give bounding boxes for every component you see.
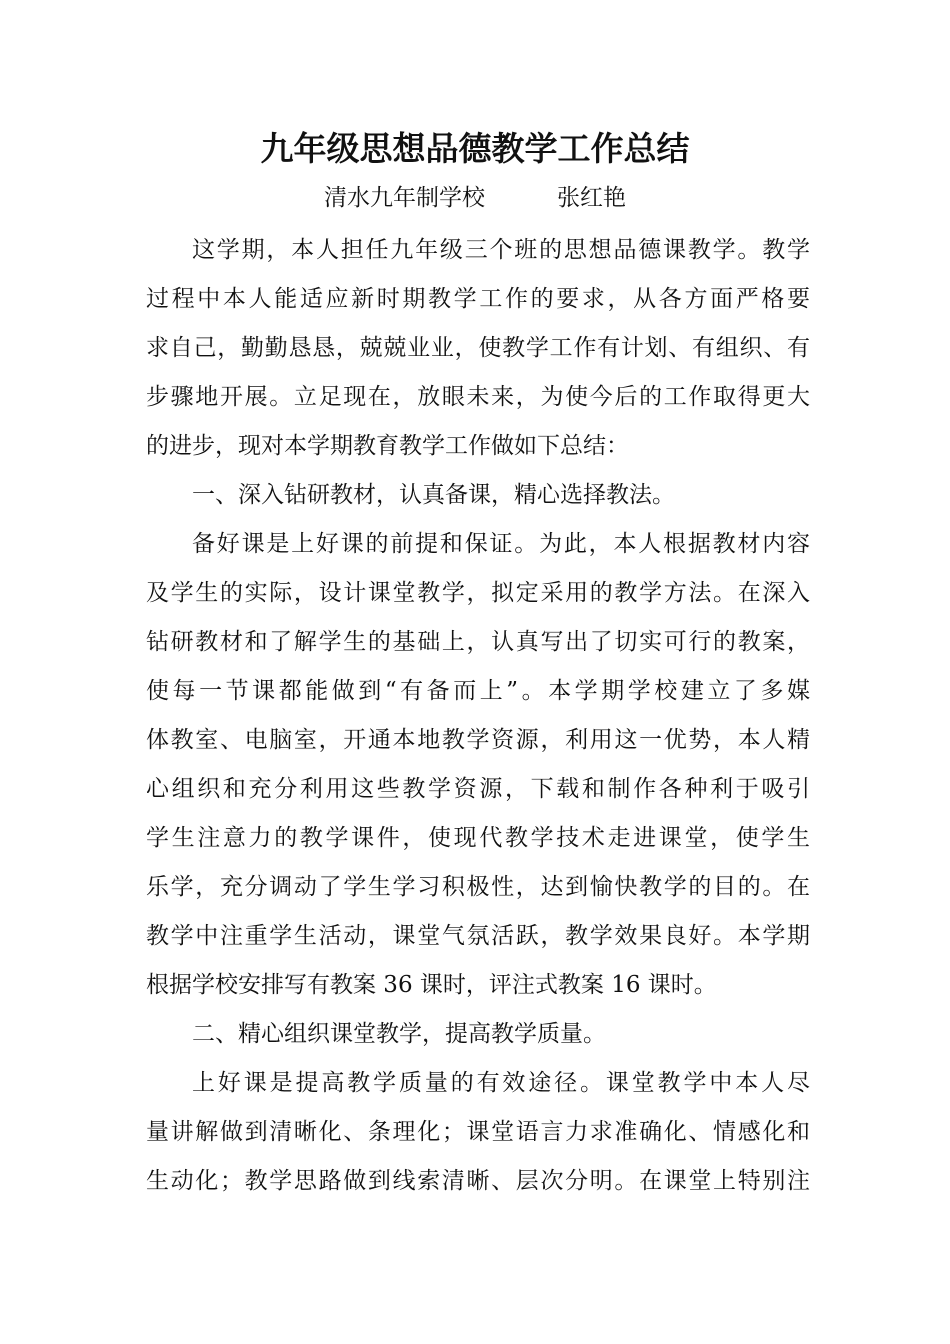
- school-name: 清水九年制学校: [324, 185, 485, 211]
- text-line: 上好课是提高教学质量的有效途径。课堂教学中本人尽: [192, 1070, 810, 1096]
- text-line: 使每一节课都能做到“有备而上”。本学期学校建立了多媒: [146, 678, 810, 704]
- text-line: 的进步，现对本学期教育教学工作做如下总结：: [146, 433, 629, 459]
- text-line: 教学中注重学生活动，课堂气氛活跃，教学效果良好。本学期: [146, 923, 810, 949]
- text-line: 根据学校安排写有教案 36 课时，评注式教案 16 课时。: [146, 972, 717, 998]
- body-text: [146, 226, 810, 1206]
- text-line: 步骤地开展。立足现在，放眼未来，为使今后的工作取得更大: [146, 384, 810, 410]
- text-line: 生动化；教学思路做到线索清晰、层次分明。在课堂上特别注: [146, 1168, 810, 1194]
- text-line: 二、精心组织课堂教学，提高教学质量。: [192, 1021, 606, 1047]
- text-line: 及学生的实际，设计课堂教学，拟定采用的教学方法。在深入: [146, 580, 810, 606]
- author-name: 张红艳: [557, 185, 626, 211]
- text-line: 量讲解做到清晰化、条理化；课堂语言力求准确化、情感化和: [146, 1119, 810, 1145]
- text-line: 体教室、电脑室，开通本地教学资源，利用这一优势，本人精: [146, 727, 810, 753]
- document-title: 九年级思想品德教学工作总结: [260, 129, 690, 168]
- text-line: 心组织和充分利用这些教学资源，下载和制作各种利于吸引: [146, 776, 810, 802]
- text-line: 学生注意力的教学课件，使现代教学技术走进课堂，使学生: [146, 825, 810, 851]
- text-line: 乐学，充分调动了学生学习积极性，达到愉快教学的目的。在: [146, 874, 810, 900]
- text-line: 过程中本人能适应新时期教学工作的要求，从各方面严格要: [146, 286, 810, 312]
- text-line: 一、深入钻研教材，认真备课，精心选择教法。: [192, 482, 675, 508]
- byline: [0, 178, 950, 218]
- text-line: 钻研教材和了解学生的基础上，认真写出了切实可行的教案，: [146, 629, 810, 655]
- text-line: 求自己，勤勤恳恳，兢兢业业，使教学工作有计划、有组织、有: [146, 335, 810, 361]
- text-line: 备好课是上好课的前提和保证。为此，本人根据教材内容: [192, 531, 810, 557]
- text-line: 这学期，本人担任九年级三个班的思想品德课教学。教学: [192, 237, 810, 263]
